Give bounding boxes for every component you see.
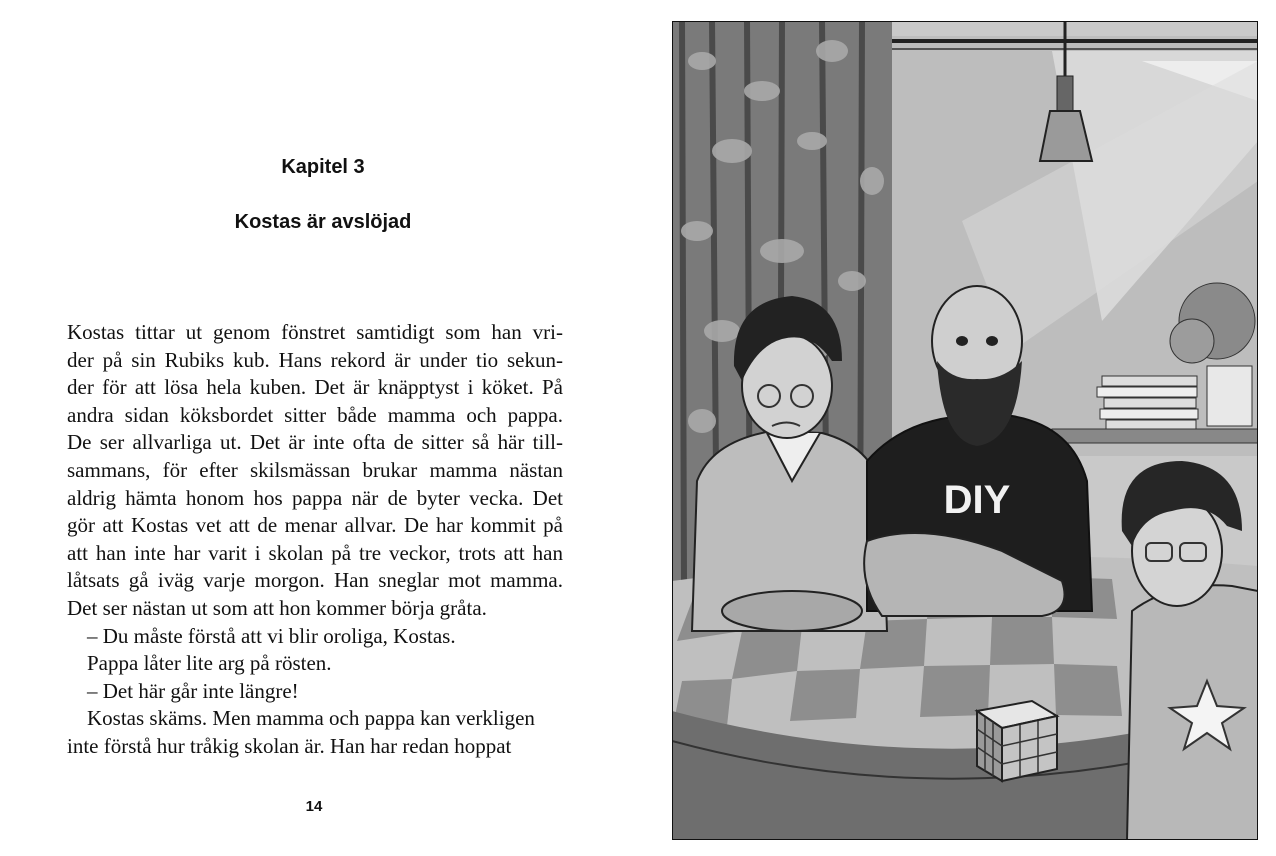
rubiks-cube <box>977 701 1057 781</box>
body-text <box>67 319 563 761</box>
chapter-title: Kostas är avslöjad <box>234 211 412 233</box>
dialogue-line: – Du måste förstå att vi blir oroliga, Kostas. <box>87 623 456 648</box>
text-line: der på sin Rubiks kub. Hans rekord är under tio sekun- <box>67 347 563 372</box>
illustration <box>672 21 1258 840</box>
text-line: De ser allvarliga ut. Det är inte ofta de sitter så här till- <box>67 430 563 455</box>
chapter-number: Kapitel 3 <box>281 156 365 178</box>
text-line: andra sidan köksbordet sitter både mamma och pappa. <box>67 402 563 427</box>
boy-figure <box>1122 461 1258 840</box>
text-line: inte förstå hur tråkig skolan är. Han har redan hoppat <box>67 733 512 758</box>
page-number: 14 <box>305 798 323 815</box>
books <box>1097 376 1198 429</box>
text-line: Kostas skäms. Men mamma och pappa kan verkligen <box>87 706 535 731</box>
text-line: att han inte har varit i skolan på tre veckor, trots att han <box>67 540 563 565</box>
text-line: Kostas tittar ut genom fönstret samtidigt som han vri- <box>67 320 563 344</box>
text-line: aldrig hämta honom hos pappa när de byter vecka. Det <box>67 485 563 510</box>
shirt-text: DIY <box>943 478 1011 522</box>
text-line: Det ser nästan ut som att hon kommer börja gråta. <box>67 595 487 620</box>
text-line: Pappa låter lite arg på rösten. <box>87 651 332 676</box>
text-line: der för att lösa hela kuben. Det är knäpptyst i köket. På <box>67 375 563 400</box>
text-line: låtsats gå iväg varje morgon. Han sneglar mot mamma. <box>67 568 563 593</box>
dialogue-line: – Det här går inte längre! <box>87 678 299 703</box>
text-line: gör att Kostas vet att de menar allvar. De har kommit på <box>67 513 563 538</box>
text-line: sammans, för efter skilsmässan brukar mamma nästan <box>67 457 563 482</box>
